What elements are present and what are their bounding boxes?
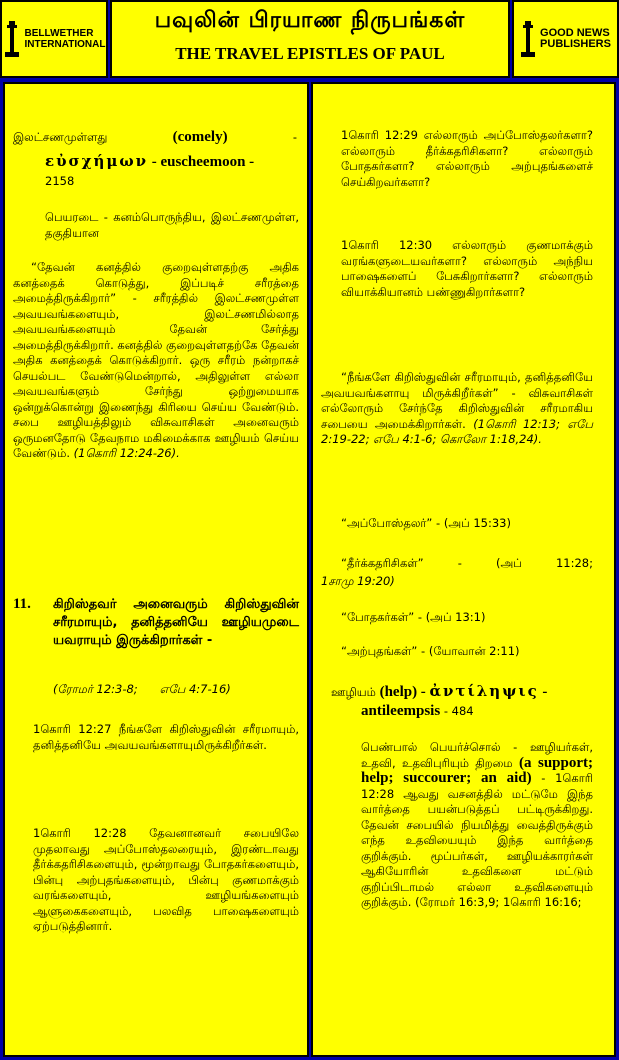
left-logo-line-1: BELLWETHER	[24, 28, 94, 39]
help-definition-en: (a support; help; succourer; an aid)	[361, 754, 593, 786]
right-logo-line-2: PUBLISHERS	[540, 38, 611, 50]
help-definition-ta: பெண்பால் பெயர்ச்சொல் - ஊழியர்கள், உதவி, உதவிபுரியும் திறமை	[361, 740, 593, 770]
ref-teachers: “போதகர்கள்” - (அப் 13:1)	[341, 610, 486, 624]
ref-prophets: “தீர்க்கதரிசிகள்” - (அப் 11:28;	[341, 556, 593, 570]
right-column	[311, 82, 616, 1057]
bellwether-icon	[3, 19, 21, 59]
help-entry-line: ஊழியம் (help) - ἀντίληψις -	[331, 682, 548, 700]
help-translit-line: antileempsis - 484	[361, 703, 474, 719]
verse-12-27: 1கொரி 12:27 நீங்களே கிறிஸ்துவின் சரீரமாயும், தனித்தனியே அவயவங்களாயுமிருக்கிறீர்கள்.	[33, 722, 299, 752]
bellwether-logo	[0, 0, 108, 78]
title-box	[110, 0, 510, 78]
commentary-body: “தேவன் கனத்தில் குறைவுள்ளதற்கு அதிக கனத்தைக் கொடுத்து, இப்படிச் சரீரத்தை அமைத்திருக்கிறார்” - சரீரத்தில் இலட்சணமுள்ள அவயவங்களையும், இலட்சணமில்லாத அவயவங்களையும் தேவன் சேர்த்து அமைத்திருக்கிறார். கனத்தில் குறைவுள்ளதற்கே தேவன் அதிக கனத்தைக் கொடுக்கிறார். ஒரு சரீரம் நன்றாகச் செயல்பட வேண்டுமென்றால், அதிலுள்ள எல்லா அவயவங்களும் சேர்ந்து ஒற்றுமையாக ஒன்றுக்கொன்று இணைந்து கிரியை செய்ய வேண்டும். சபை ஊழியத்திலும் விசுவாசிகள் அனைவரும் ஒருமனதோடு தேவநாம மகிமைக்காக ஊழியம் செய்ய வேண்டும்.	[13, 260, 299, 460]
section-heading: கிறிஸ்தவர் அனைவரும் கிறிஸ்துவின் சரீரமாயும், தனித்தனியே ஊழியமுடை யவராயும் இருக்கிறார்கள் -	[53, 597, 299, 648]
verse-12-28: 1கொரி 12:28 தேவனானவர் சபையிலே முதலாவது அப்போஸ்தலரையும், இரண்டாவது தீர்க்கதரிசிகளையும், மூன்றாவது போதகர்களையும், பின்பு அற்புதங்களையும், பின்பு குணமாக்கும் வரங்களையும், ஊழியங்களையும் ஆளுகைகளையும், பலவித பாஷைகளையும் ஏற்படுத்தினார்.	[33, 826, 299, 933]
help-strongs: 484	[451, 704, 474, 718]
verse-12-30: 1கொரி 12:30 எல்லாரும் குணமாக்கும் வரங்களுடையவர்களா? எல்லாரும் அந்நிய பாஷைகளைப் பேசுகிறார்களா? எல்லாரும் வியாக்கியானம் பண்ணுகிறார்களா?	[341, 238, 593, 299]
ref-apostles: “அப்போஸ்தலர்” - (அப் 15:33)	[341, 516, 511, 530]
section-number: 11.	[13, 596, 31, 612]
help-entry-english: (help)	[379, 684, 418, 700]
verse-12-29: 1கொரி 12:29 எல்லாரும் அப்போஸ்தலர்களா? எல்லாரும் தீர்க்கதரிசிகளா? எல்லாரும் போதகர்களா? எல்லாரும் அற்புதங்களைச் செய்கிறவர்களா?	[341, 128, 593, 189]
help-definition-body: - 1கொரி 12:28 ஆவது வசனத்தில் மட்டுமே இந்த வார்த்தை பயன்படுத்தப் பட்டிருக்கிறது. தேவன் சபையில் நியமித்து வைத்திருக்கும் எந்த உதவியையும் இந்த வார்த்தை குறிக்கும். மூப்பர்கள், ஊழியக்காரர்கள் ஆகியோரின் உதவிகளை மட்டும் குறிப்பிடாமல் எல்லா உதவிகளையும் குறிக்கும். (ரோமர் 16:3,9; 1கொரி 16:16;	[361, 771, 594, 909]
good-news-logo	[512, 0, 619, 78]
section-ref: (ரோமர் 12:3-8; எபே 4:7-16)	[53, 682, 231, 696]
help-definition	[361, 740, 593, 911]
help-entry-word: ஊழியம்	[331, 685, 376, 699]
greek-word: εὐσχήμων	[45, 152, 149, 170]
right-commentary	[321, 370, 593, 448]
left-greek-line: εὐσχήμων - euscheemoon -	[45, 152, 255, 170]
help-transliteration: antileempsis	[361, 703, 441, 719]
ref-prophets-cont: 1சாமு 19:20)	[321, 574, 395, 588]
right-commentary-ref: (1கொரி 12:13; எபே 2:19-22; எபே 4:1-6; கொலோ 1:18,24).	[321, 416, 594, 446]
good-news-icon	[520, 19, 536, 59]
ref-miracles: “அற்புதங்கள்” - (யோவான் 2:11)	[341, 644, 520, 658]
left-logo-line-2: INTERNATIONAL	[24, 39, 106, 50]
help-greek-word: ἀντίληψις	[429, 682, 539, 700]
strongs-number: 2158	[45, 174, 75, 188]
title-tamil: பவுலின் பிரயாண நிருபங்கள்	[154, 8, 466, 33]
entry-dash: -	[292, 130, 297, 144]
transliteration: euscheemoon	[160, 154, 246, 170]
entry-word: இலட்சணமுள்ளது	[13, 130, 108, 144]
commentary-ref: (1கொரி 12:24-26).	[73, 446, 180, 460]
right-logo-line-1: GOOD NEWS	[540, 27, 610, 39]
left-entry-line	[13, 130, 297, 146]
meaning-text: பெயரடை - கனம்பொருந்திய, இலட்சணமுள்ள, தகுதியான	[45, 210, 299, 240]
left-column	[3, 82, 309, 1057]
commentary-text	[13, 260, 299, 462]
entry-english: (comely)	[172, 129, 228, 145]
right-commentary-body: “நீங்களே கிறிஸ்துவின் சரீரமாயும், தனித்தனியே அவயவங்களாயு மிருக்கிறீர்கள்” - விசுவாசிகள் எல்லோரும் சேர்ந்தே கிறிஸ்துவின் சரீரமாகிய சபையை அமைக்கிறார்கள்.	[321, 370, 593, 431]
title-english: THE TRAVEL EPISTLES OF PAUL	[175, 44, 445, 63]
